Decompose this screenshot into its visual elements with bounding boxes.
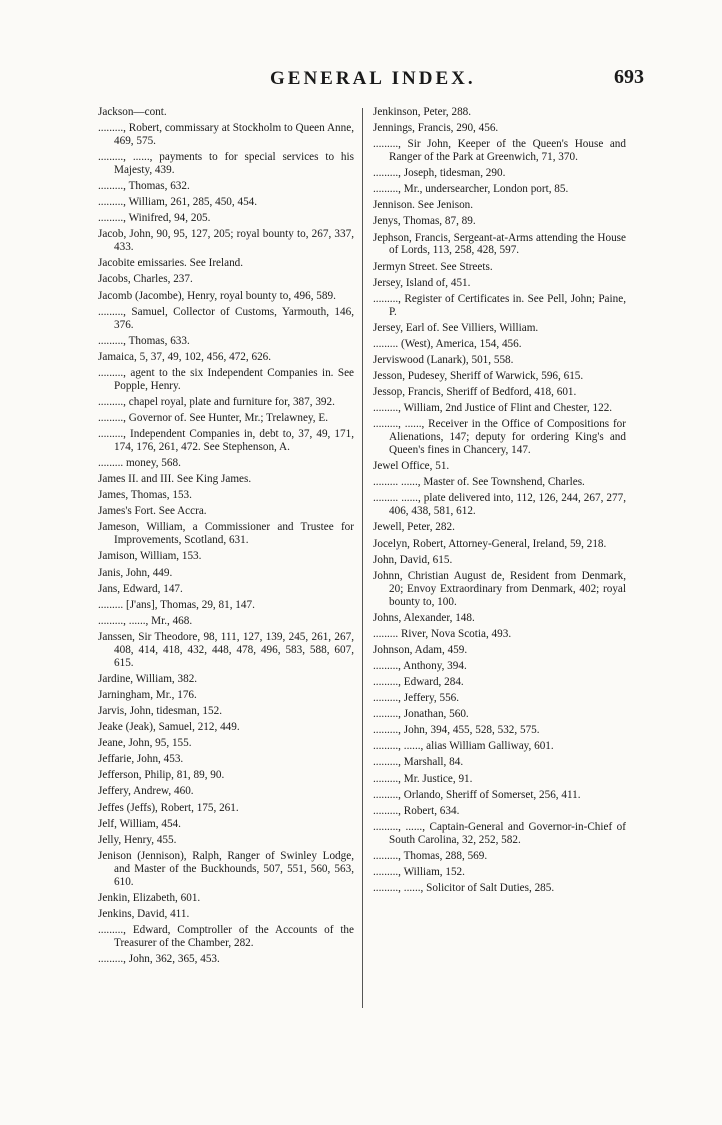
- index-entry: Jeffery, Andrew, 460.: [98, 785, 194, 798]
- index-entry: Jersey, Earl of. See Villiers, William.: [373, 321, 539, 334]
- index-entry: ........., agent to the six Independent Companies in. See Popple, Henry.: [98, 366, 354, 392]
- index-entry: Jenison (Jennison), Ralph, Ranger of Swinley Lodge, and Master of the Buckhounds, 507, 551, 560, 563, 610.: [98, 849, 354, 888]
- index-entry: Jeake (Jeak), Samuel, 212, 449.: [98, 721, 240, 734]
- index-entry: Jennings, Francis, 290, 456.: [373, 122, 499, 135]
- index-entry: ........., Edward, 284.: [373, 675, 464, 688]
- index-entry: ........., Mr. Justice, 91.: [373, 772, 473, 785]
- index-entry: ........., ......, Receiver in the Office of Compositions for Alienations, 147; deputy for ordering King's and Queen's fines in Chancery, 147.: [373, 418, 626, 457]
- index-entry: Jenkin, Elizabeth, 601.: [98, 891, 201, 904]
- index-entry: Jacobite emissaries. See Ireland.: [98, 257, 244, 270]
- index-entry: ........., Robert, 634.: [373, 804, 460, 817]
- index-entry: ........., ......, Captain-General and Governor-in-Chief of South Carolina, 32, 252, 582.: [373, 820, 626, 846]
- index-entry: ......... ......, plate delivered into, 112, 126, 244, 267, 277, 406, 438, 581, 612.: [373, 492, 626, 518]
- index-entry: Jelly, Henry, 455.: [98, 833, 177, 846]
- index-entry: Jersey, Island of, 451.: [373, 276, 471, 289]
- index-entry: ........., ......, Solicitor of Salt Duties, 285.: [373, 882, 555, 894]
- index-entry: Jennison. See Jenison.: [373, 199, 474, 212]
- index-entry: Jerviswood (Lanark), 501, 558.: [373, 353, 514, 366]
- page-header: [0, 68, 722, 98]
- index-entry: ........., Samuel, Collector of Customs, Yarmouth, 146, 376.: [98, 305, 354, 331]
- index-entry: ......... money, 568.: [98, 457, 181, 470]
- column-divider: [362, 108, 363, 1008]
- index-entry: ........., Independent Companies in, debt to, 37, 49, 171, 174, 176, 261, 472. See Stephenson, A.: [98, 428, 354, 453]
- page-title: GENERAL INDEX.: [270, 68, 476, 89]
- index-entry: ......... (West), America, 154, 456.: [373, 337, 522, 350]
- index-entry: Jarvis, John, tidesman, 152.: [98, 704, 222, 717]
- index-entry: ........., John, 394, 455, 528, 532, 575.: [373, 724, 540, 737]
- index-entry: ........., Thomas, 632.: [98, 180, 190, 193]
- index-entry: Janis, John, 449.: [98, 566, 173, 579]
- index-entry: ......... [J'ans], Thomas, 29, 81, 147.: [98, 598, 255, 611]
- index-entry: ........., Thomas, 633.: [98, 334, 190, 347]
- index-entry: ........., William, 152.: [373, 865, 465, 878]
- index-entry: Jameson, William, a Commissioner and Trustee for Improvements, Scotland, 631.: [98, 521, 354, 547]
- index-entry: ........., Winifred, 94, 205.: [98, 212, 211, 225]
- index-entry: ......... ......, Master of. See Townshend, Charles.: [373, 476, 585, 489]
- index-entry: ........., Joseph, tidesman, 290.: [373, 167, 506, 180]
- index-entry: James, Thomas, 153.: [98, 489, 192, 502]
- index-entry: Jacomb (Jacombe), Henry, royal bounty to, 496, 589.: [98, 289, 336, 302]
- index-entry: Jamaica, 5, 37, 49, 102, 456, 472, 626.: [98, 350, 272, 363]
- index-entry: ........., William, 2nd Justice of Flint and Chester, 122.: [373, 402, 613, 415]
- index-entry: ........., ......, alias William Galliway, 601.: [373, 740, 554, 753]
- index-entry: Jocelyn, Robert, Attorney-General, Ireland, 59, 218.: [373, 537, 607, 550]
- index-entry: ........., Edward, Comptroller of the Accounts of the Treasurer of the Chamber, 282.: [98, 923, 354, 949]
- index-entry: Janssen, Sir Theodore, 98, 111, 127, 139, 245, 261, 267, 408, 414, 418, 432, 448, 478, 496, 583, 588, 607, 615.: [98, 630, 354, 669]
- index-entry: ........., Orlando, Sheriff of Somerset, 256, 411.: [373, 788, 581, 801]
- index-entry: ......... River, Nova Scotia, 493.: [373, 627, 512, 640]
- index-entry: ........., Sir John, Keeper of the Queen's House and Ranger of the Park at Greenwich, 71, 370.: [373, 138, 626, 164]
- index-entry: Jeffarie, John, 453.: [98, 753, 184, 766]
- index-entry: Jacob, John, 90, 95, 127, 205; royal bounty to, 267, 337, 433.: [98, 228, 354, 254]
- index-entry: Jeffes (Jeffs), Robert, 175, 261.: [98, 801, 239, 814]
- index-column-right: [373, 106, 626, 898]
- index-entry: ........., ......, payments to for special services to his Majesty, 439.: [98, 151, 354, 176]
- index-entry: Jenkinson, Peter, 288.: [373, 106, 472, 118]
- index-entry: Jelf, William, 454.: [98, 817, 181, 830]
- index-entry: Johnson, Adam, 459.: [373, 643, 468, 656]
- index-entry: Jenys, Thomas, 87, 89.: [373, 215, 476, 228]
- index-entry: ........., Jonathan, 560.: [373, 708, 469, 721]
- index-entry: Jamison, William, 153.: [98, 550, 202, 563]
- index-entry: Jewell, Peter, 282.: [373, 521, 455, 534]
- index-entry: ........., Register of Certificates in. See Pell, John; Paine, P.: [373, 292, 626, 318]
- index-entry: Jewel Office, 51.: [373, 460, 450, 473]
- index-entry: ........., Thomas, 288, 569.: [373, 849, 488, 862]
- index-entry: James's Fort. See Accra.: [98, 505, 207, 518]
- index-entry: ........., chapel royal, plate and furniture for, 387, 392.: [98, 395, 335, 408]
- index-entry: Jacobs, Charles, 237.: [98, 273, 193, 286]
- index-entry: Jermyn Street. See Streets.: [373, 260, 493, 273]
- index-entry: Jarningham, Mr., 176.: [98, 688, 197, 701]
- index-entry: Jackson—cont.: [98, 106, 167, 118]
- index-entry: ........., Anthony, 394.: [373, 659, 467, 672]
- index-entry: ........., John, 362, 365, 453.: [98, 952, 220, 965]
- index-entry: Jans, Edward, 147.: [98, 582, 183, 595]
- index-entry: Jephson, Francis, Sergeant-at-Arms attending the House of Lords, 113, 258, 428, 597.: [373, 231, 626, 257]
- index-entry: John, David, 615.: [373, 553, 453, 566]
- index-entry: ........., Marshall, 84.: [373, 756, 464, 769]
- index-entry: Jenkins, David, 411.: [98, 907, 190, 920]
- index-entry: ........., ......, Mr., 468.: [98, 614, 193, 627]
- index-column-left: [98, 106, 354, 969]
- index-entry: Jeane, John, 95, 155.: [98, 737, 192, 750]
- index-entry: Jefferson, Philip, 81, 89, 90.: [98, 769, 225, 782]
- index-entry: Jardine, William, 382.: [98, 672, 198, 685]
- index-entry: Jessop, Francis, Sheriff of Bedford, 418, 601.: [373, 386, 577, 399]
- index-entry: James II. and III. See King James.: [98, 473, 252, 486]
- index-entry: ........., Jeffery, 556.: [373, 692, 460, 705]
- index-entry: ........., William, 261, 285, 450, 454.: [98, 196, 258, 209]
- index-entry: ........., Governor of. See Hunter, Mr.; Trelawney, E.: [98, 411, 328, 424]
- index-entry: ........., Robert, commissary at Stockholm to Queen Anne, 469, 575.: [98, 122, 354, 147]
- index-entry: Jesson, Pudesey, Sheriff of Warwick, 596, 615.: [373, 370, 584, 383]
- index-entry: ........., Mr., undersearcher, London port, 85.: [373, 183, 569, 196]
- page-number: 693: [614, 66, 644, 88]
- index-entry: Johns, Alexander, 148.: [373, 611, 475, 624]
- index-entry: Johnn, Christian August de, Resident from Denmark, 20; Envoy Extraordinary from Denmark, 402; royal bounty to, 100.: [373, 569, 626, 608]
